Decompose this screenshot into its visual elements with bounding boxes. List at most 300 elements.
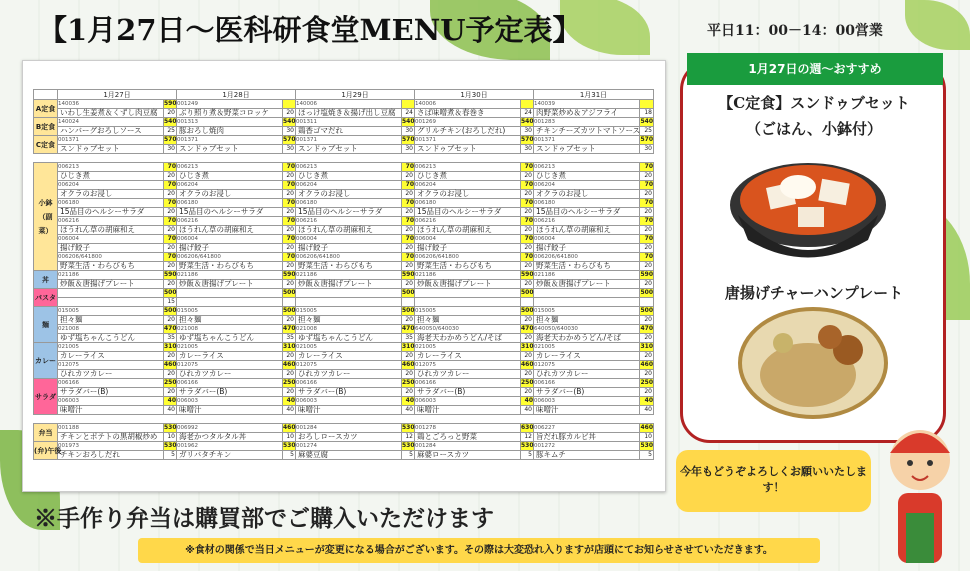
item-name: 野菜生活・わらびもち [534,262,640,271]
item-price: 70 [521,253,534,262]
item-name: オクラのお浸し [296,190,402,199]
item-name: ゆず塩ちゃんこうどん [177,334,283,343]
item-name: オクラのお浸し [415,190,521,199]
item-code: 006204 [415,181,521,190]
page-title: 【1月27日～医科研食堂MENU予定表】 [38,13,582,47]
item-price: 70 [521,199,534,208]
item-code: 006204 [296,181,402,190]
item-name: 豚キムチ [534,451,640,460]
item-code: 640050/640030 [415,325,521,334]
item-name: 炒飯＆唐揚げプレート [58,280,164,289]
item-count: 20 [164,280,177,289]
item-count: 10 [164,433,177,442]
item-name: チキンおろしだれ [58,451,164,460]
item-count: 20 [640,262,654,271]
menu-table [33,89,654,460]
item-code: 006206/641800 [296,253,402,262]
item-price: 500 [521,289,534,296]
item-name: 15品目のヘルシーサラダ [534,208,640,217]
item-name: スンドゥブセット [177,145,283,154]
item-name: 15品目のヘルシーサラダ [58,208,164,217]
item-name: 炒飯＆唐揚げプレート [177,280,283,289]
item-count: 20 [164,109,177,118]
item-code: 006204 [177,181,283,190]
item-name: オクラのお浸し [177,190,283,199]
greeting-bubble: 今年もどうぞよろしくお願いいたします！ [676,450,871,512]
item-code: 006180 [534,199,640,208]
day-header: 1月31日 [534,90,654,100]
item-code: 006213 [296,163,402,172]
item-code: 006216 [415,217,521,226]
item-price: 70 [521,163,534,172]
item-count: 20 [521,262,534,271]
item-name [58,298,164,307]
item-code: 006213 [177,163,283,172]
item-count: 20 [640,280,654,289]
item-code: 001313 [177,118,283,127]
item-price: 70 [640,217,654,226]
item-code: 001249 [177,100,283,109]
item-price: 250 [521,379,534,386]
item-code: 006166 [415,379,521,388]
item-code: 006180 [58,199,164,208]
category-cell: 麺 [34,307,58,343]
item-name [415,298,521,307]
item-name: 海老かつタルタル丼 [177,433,283,442]
item-name: 担々麺 [177,316,283,325]
item-count: 20 [283,226,296,235]
item-code: 006180 [296,199,402,208]
category-cell: サラダ [34,379,58,415]
item-count: 20 [283,244,296,253]
item-name: ほうれん草の胡麻和え [296,226,402,235]
item-count: 20 [640,352,654,361]
item-count: 20 [521,190,534,199]
item-code: 140006 [296,100,402,109]
item-count: 20 [402,316,415,325]
item-code: 006004 [534,235,640,244]
item-code: 006204 [534,181,640,190]
item-code: 001272 [534,442,640,451]
item-count: 30 [402,145,415,154]
item-code: 640050/640030 [534,325,640,334]
item-price [640,100,654,109]
item-name: 15品目のヘルシーサラダ [177,208,283,217]
item-price: 40 [521,397,534,406]
item-name: 炒飯＆唐揚げプレート [296,280,402,289]
item-count: 20 [640,172,654,181]
item-count: 40 [640,406,654,415]
item-code: 006004 [177,235,283,244]
item-code: 021008 [177,325,283,334]
item-name: ひじき煮 [58,172,164,181]
item-price: 500 [640,307,653,314]
item-code: 006206/641800 [177,253,283,262]
item-count: 20 [640,226,654,235]
chef-girl-illustration [880,418,960,568]
item-price: 470 [640,325,653,332]
item-name: 担々麺 [296,316,402,325]
item-name: チキンチーズカツトマトソース [534,127,640,136]
item-price: 530 [640,442,653,449]
item-name: カレーライス [177,352,283,361]
item-price: 250 [283,379,296,386]
item-code: 006216 [534,217,640,226]
item-count: 20 [521,280,534,289]
item-name: 担々麺 [534,316,640,325]
item-code: 015005 [296,307,402,316]
corner-cell [34,90,58,100]
business-hours: 平日11：00－14：00営業 [707,23,883,39]
item-price: 540 [402,118,415,125]
item-name: ひじき煮 [296,172,402,181]
item-count: 20 [640,334,654,343]
item-price: 500 [402,289,415,296]
item-code: 001311 [296,118,402,127]
item-code: 006004 [415,235,521,244]
item-name: カレーライス [415,352,521,361]
recommend-item-1-sub: （ごはん、小鉢付） [746,120,882,138]
item-code: 021005 [534,343,640,352]
item-count: 20 [521,352,534,361]
category-cell: C定食 [34,136,58,154]
item-name: 炒飯＆唐揚げプレート [534,280,640,289]
item-count: 20 [402,280,415,289]
item-price: 460 [640,424,653,431]
item-code: 006166 [296,379,402,388]
item-name: スンドゥブセット [415,145,521,154]
item-code: 006216 [296,217,402,226]
item-code: 001973 [58,442,164,451]
item-count: 10 [283,433,296,442]
item-count: 20 [283,388,296,397]
item-price: 40 [164,397,177,406]
item-code [415,289,521,298]
item-count: 30 [521,145,534,154]
item-price: 70 [283,235,296,244]
item-count: 40 [402,406,415,415]
item-price: 70 [283,253,296,262]
item-count: 20 [521,316,534,325]
item-count: 30 [164,145,177,154]
item-count: 30 [640,145,654,154]
item-code: 006180 [415,199,521,208]
item-price: 530 [402,442,415,449]
item-name: ひれカツカレー [415,370,521,379]
item-price: 70 [402,253,415,262]
item-name: サラダバー(B) [534,388,640,397]
category-cell: B定食 [34,118,58,136]
item-count: 20 [283,109,296,118]
item-name: サラダバー(B) [177,388,283,397]
item-count: 20 [402,244,415,253]
item-price: 460 [283,424,296,431]
item-price: 470 [164,325,177,332]
item-price: 570 [521,136,534,143]
item-code: 006992 [177,424,283,433]
item-count: 20 [521,244,534,253]
item-name: ぶり照り煮＆野菜コロッケ [177,109,283,118]
item-price: 530 [164,442,177,449]
item-price: 500 [283,289,296,296]
item-code: 021005 [58,343,164,352]
item-name: 野菜生活・わらびもち [177,262,283,271]
item-code: 001274 [296,442,402,451]
category-cell: 弁当 [34,424,58,442]
item-name: 15品目のヘルシーサラダ [415,208,521,217]
item-code: 001283 [534,118,640,127]
item-code: 006004 [58,235,164,244]
item-name: 担々麺 [58,316,164,325]
item-code: 001284 [415,442,521,451]
item-code: 001962 [177,442,283,451]
item-price: 590 [164,271,177,278]
item-code: 006166 [534,379,640,388]
recommend-item-2: 唐揚げチャーハンプレート [724,284,904,302]
item-price: 500 [521,307,534,314]
item-code: 012075 [296,361,402,370]
item-price: 540 [283,118,296,125]
item-code: 006213 [58,163,164,172]
item-code: 021186 [296,271,402,280]
item-price: 470 [283,325,296,332]
item-name: ひれカツカレー [534,370,640,379]
item-count: 5 [640,451,654,460]
item-name: さば味噌煮＆春巻き [415,109,521,118]
item-name: カレーライス [534,352,640,361]
item-count: 20 [164,226,177,235]
item-code: 006003 [296,397,402,406]
item-price: 540 [640,118,653,125]
item-name: 鶏香ゴマだれ [296,127,402,136]
item-count: 20 [640,370,654,379]
item-price: 70 [521,235,534,244]
item-price: 70 [640,181,654,190]
item-name: オクラのお浸し [534,190,640,199]
item-name: 味噌汁 [177,406,283,415]
item-count: 35 [164,334,177,343]
item-price: 70 [283,199,296,208]
menu-change-notice: ※食材の関係で当日メニューが変更になる場合がございます。その際は大変恐れ入りますが店頭にてお知らせさせていただきます。 [138,538,820,563]
item-code: 021186 [415,271,521,280]
item-name: スンドゥブセット [58,145,164,154]
item-price: 310 [402,343,415,350]
item-code: 001278 [415,424,521,433]
item-price: 460 [640,361,653,368]
item-count: 20 [164,262,177,271]
item-count: 20 [164,352,177,361]
item-price: 530 [521,442,534,449]
item-code: 001371 [415,136,521,145]
item-count: 20 [164,388,177,397]
item-name [296,298,402,307]
item-count: 20 [521,388,534,397]
day-header: 1月29日 [296,90,415,100]
item-count: 20 [640,190,654,199]
item-name: サラダバー(B) [296,388,402,397]
item-count: 20 [640,208,654,217]
item-name: ほうれん草の胡麻和え [58,226,164,235]
item-name: 揚げ餃子 [534,244,640,253]
item-code: 001284 [296,424,402,433]
item-count: 20 [402,172,415,181]
item-count: 20 [402,208,415,217]
item-price: 40 [402,397,415,406]
item-name: 揚げ餃子 [58,244,164,253]
item-count: 30 [402,127,415,136]
item-code: 006204 [58,181,164,190]
item-price [283,100,296,109]
item-count: 5 [521,451,534,460]
category-cell: (弁)午後 [34,442,58,460]
item-price: 70 [164,163,177,172]
item-count: 30 [283,145,296,154]
item-code: 012075 [534,361,640,370]
item-name: ひじき煮 [177,172,283,181]
item-count: 20 [640,244,654,253]
item-code: 012075 [177,361,283,370]
item-code [58,289,164,298]
item-count: 25 [640,127,654,136]
item-price: 500 [283,307,296,314]
item-code: 001371 [177,136,283,145]
item-code: 001188 [58,424,164,433]
item-price: 570 [640,136,653,143]
item-price: 310 [640,343,653,350]
item-price: 70 [283,181,296,190]
item-count: 20 [164,244,177,253]
item-count: 20 [164,172,177,181]
item-code: 006216 [58,217,164,226]
item-count: 25 [164,127,177,136]
item-code: 006003 [534,397,640,406]
item-count [640,298,654,307]
item-name: 鶏とごろっと野菜 [415,433,521,442]
item-price: 40 [283,397,296,406]
day-header: 1月28日 [177,90,296,100]
item-price: 460 [521,361,534,368]
item-count: 30 [283,127,296,136]
item-name: 肉野菜炒め＆アジフライ [534,109,640,118]
item-price: 70 [164,235,177,244]
item-count: 20 [164,208,177,217]
item-price: 590 [283,271,296,278]
item-name: ひじき煮 [534,172,640,181]
item-code: 140036 [58,100,164,109]
item-code: 006166 [58,379,164,388]
item-count: 20 [402,370,415,379]
item-name: ひれカツカレー [58,370,164,379]
item-price: 70 [640,235,654,244]
item-price: 70 [283,217,296,226]
item-code: 021005 [177,343,283,352]
item-price: 70 [640,199,654,208]
item-price: 70 [521,181,534,190]
item-price: 70 [402,163,415,172]
karaage-plate-image [738,305,888,420]
item-price: 250 [402,379,415,386]
item-price: 70 [164,199,177,208]
item-code [177,289,283,298]
item-price: 500 [164,307,177,314]
item-code: 140039 [534,100,640,109]
item-price: 70 [402,199,415,208]
item-code: 006004 [296,235,402,244]
item-price: 70 [640,163,654,172]
item-name: ゆず塩ちゃんこうどん [58,334,164,343]
item-name: ひれカツカレー [177,370,283,379]
item-code: 021186 [534,271,640,280]
item-price: 590 [640,271,653,278]
item-price: 590 [521,271,534,278]
item-price: 540 [164,118,177,125]
item-name: おろしロースカツ [296,433,402,442]
item-price: 70 [402,181,415,190]
item-name: 麻婆ロースカツ [415,451,521,460]
item-count: 18 [640,109,654,118]
item-price: 570 [164,136,177,143]
item-count: 20 [402,352,415,361]
item-count [402,298,415,307]
item-code: 006206/641800 [58,253,164,262]
item-code: 015005 [534,307,640,316]
item-count: 20 [640,388,654,397]
item-price: 590 [164,100,177,107]
item-name: 揚げ餃子 [415,244,521,253]
item-price: 70 [521,217,534,226]
item-count: 30 [521,127,534,136]
item-count: 20 [402,226,415,235]
item-name: 揚げ餃子 [177,244,283,253]
item-count: 20 [283,352,296,361]
item-count: 5 [283,451,296,460]
item-count: 20 [402,190,415,199]
item-name: 豚おろし焼肉 [177,127,283,136]
item-name [177,298,283,307]
item-code: 021008 [58,325,164,334]
item-count: 20 [521,172,534,181]
item-count: 20 [521,334,534,343]
item-price: 70 [164,253,177,262]
item-count [283,298,296,307]
item-price: 70 [402,235,415,244]
sundubu-bowl-image [728,145,888,280]
item-name: カレーライス [58,352,164,361]
item-name: カレーライス [296,352,402,361]
item-name: 担々麺 [415,316,521,325]
item-name: ひじき煮 [415,172,521,181]
item-count: 20 [164,190,177,199]
item-count: 40 [521,406,534,415]
item-name: 麻婆豆腐 [296,451,402,460]
item-code: 021008 [296,325,402,334]
item-code: 006180 [177,199,283,208]
item-count: 20 [402,262,415,271]
item-count: 35 [402,334,415,343]
category-cell: 小鉢（副菜） [34,163,58,271]
item-name: 揚げ餃子 [296,244,402,253]
item-price: 310 [283,343,296,350]
item-count: 40 [283,406,296,415]
item-count: 12 [402,433,415,442]
item-price: 570 [283,136,296,143]
category-cell: 丼 [34,271,58,289]
item-name: 炒飯＆唐揚げプレート [415,280,521,289]
item-name: ガリバタチキン [177,451,283,460]
category-cell: パスタ [34,289,58,307]
item-count: 20 [521,370,534,379]
item-name: 旨だれ豚カルビ丼 [534,433,640,442]
